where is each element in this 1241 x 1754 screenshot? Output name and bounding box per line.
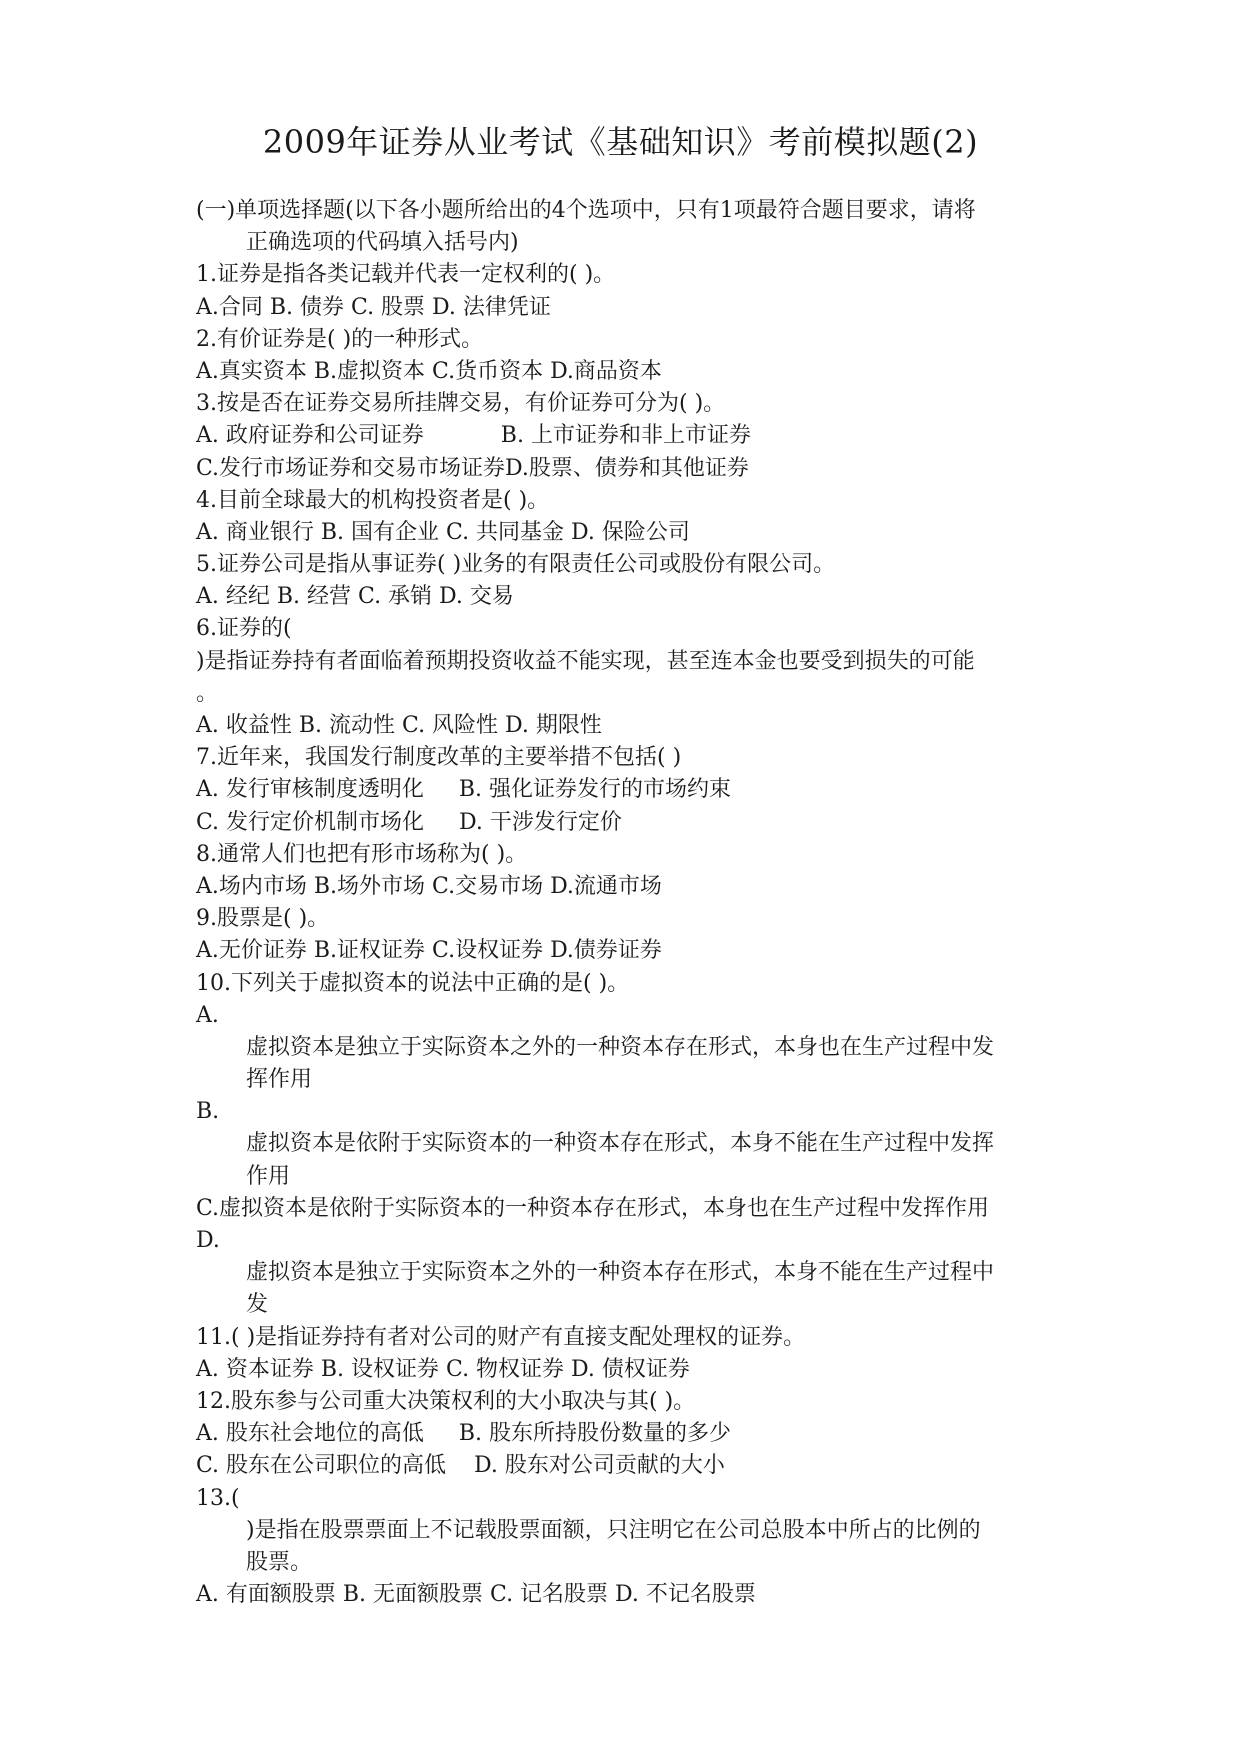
text-line: 挥作用 <box>246 1067 313 1093</box>
text-line: 2.有价证券是( )的一种形式。 <box>196 326 484 352</box>
text-line: 11.( )是指证券持有者对公司的财产有直接支配处理权的证券。 <box>196 1324 806 1350</box>
text-line: A. <box>196 1002 219 1028</box>
text-line: D. <box>196 1228 220 1253</box>
text-line: C.发行市场证券和交易市场证券D.股票、债券和其他证券 <box>196 455 749 481</box>
text-line: 7.近年来，我国发行制度改革的主要举措不包括( ) <box>196 745 682 771</box>
text-line: 虚拟资本是独立于实际资本之外的一种资本存在形式，本身不能在生产过程中 <box>246 1260 995 1286</box>
text-line: A.合同 B. 债券 C. 股票 D. 法律凭证 <box>196 294 551 320</box>
text-line: A. 资本证券 B. 设权证券 C. 物权证券 D. 债权证券 <box>196 1356 690 1382</box>
text-line: C.虚拟资本是依附于实际资本的一种资本存在形式，本身也在生产过程中发挥作用 <box>196 1195 990 1221</box>
question-list <box>196 195 1096 1611</box>
text-line: 5.证券公司是指从事证券( )业务的有限责任公司或股份有限公司。 <box>196 552 836 578</box>
text-line: 发 <box>246 1292 269 1318</box>
text-line: 虚拟资本是依附于实际资本的一种资本存在形式，本身不能在生产过程中发挥 <box>246 1131 995 1157</box>
text-line: 3.按是否在证券交易所挂牌交易，有价证券可分为( )。 <box>196 391 726 417</box>
text-line: 6.证券的( <box>196 616 292 642</box>
text-line: 13.( <box>196 1485 240 1511</box>
text-line: 10.下列关于虚拟资本的说法中正确的是( )。 <box>196 970 630 996</box>
text-line: 9.股票是( )。 <box>196 906 330 932</box>
text-line: 股票。 <box>246 1549 313 1575</box>
text-line: A.场内市场 B.场外市场 C.交易市场 D.流通市场 <box>196 873 662 899</box>
text-line: A. 股东社会地位的高低 B. 股东所持股份数量的多少 <box>196 1421 731 1447</box>
text-line: 12.股东参与公司重大决策权利的大小取决与其( )。 <box>196 1388 696 1414</box>
text-line: 正确选项的代码填入括号内) <box>246 230 519 256</box>
text-line: 虚拟资本是独立于实际资本之外的一种资本存在形式，本身也在生产过程中发 <box>246 1034 995 1060</box>
text-line: B. <box>196 1099 220 1125</box>
text-line: )是指证券持有者面临着预期投资收益不能实现，甚至连本金也要受到损失的可能 <box>196 648 975 674</box>
text-line: A.真实资本 B.虚拟资本 C.货币资本 D.商品资本 <box>196 358 662 384</box>
text-line: A. 收益性 B. 流动性 C. 风险性 D. 期限性 <box>196 713 602 738</box>
text-line: 作用 <box>246 1163 291 1189</box>
text-line: (一)单项选择题(以下各小题所给出的4个选项中，只有1项最符合题目要求，请将 <box>196 198 976 223</box>
text-line: )是指在股票票面上不记载股票面额，只注明它在公司总股本中所占的比例的 <box>246 1517 981 1543</box>
text-line: A. 商业银行 B. 国有企业 C. 共同基金 D. 保险公司 <box>196 519 690 545</box>
text-line: A. 经纪 B. 经营 C. 承销 D. 交易 <box>196 584 514 610</box>
text-line: C. 发行定价机制市场化 D. 干涉发行定价 <box>196 809 622 835</box>
text-line: 1.证券是指各类记载并代表一定权利的( )。 <box>196 262 616 288</box>
text-line: A. 政府证券和公司证券 B. 上市证券和非上市证券 <box>196 423 751 449</box>
text-line: C. 股东在公司职位的高低 D. 股东对公司贡献的大小 <box>196 1453 725 1479</box>
text-line: 8.通常人们也把有形市场称为( )。 <box>196 841 528 867</box>
page-title: 2009年证券从业考试《基础知识》考前模拟题(2) <box>262 123 979 161</box>
text-line: 。 <box>196 680 219 706</box>
text-line: A. 有面额股票 B. 无面额股票 C. 记名股票 D. 不记名股票 <box>196 1582 756 1608</box>
text-line: 4.目前全球最大的机构投资者是( )。 <box>196 487 550 513</box>
text-line: A. 发行审核制度透明化 B. 强化证券发行的市场约束 <box>196 777 731 803</box>
text-line: A.无价证券 B.证权证券 C.设权证券 D.债券证券 <box>196 938 662 964</box>
